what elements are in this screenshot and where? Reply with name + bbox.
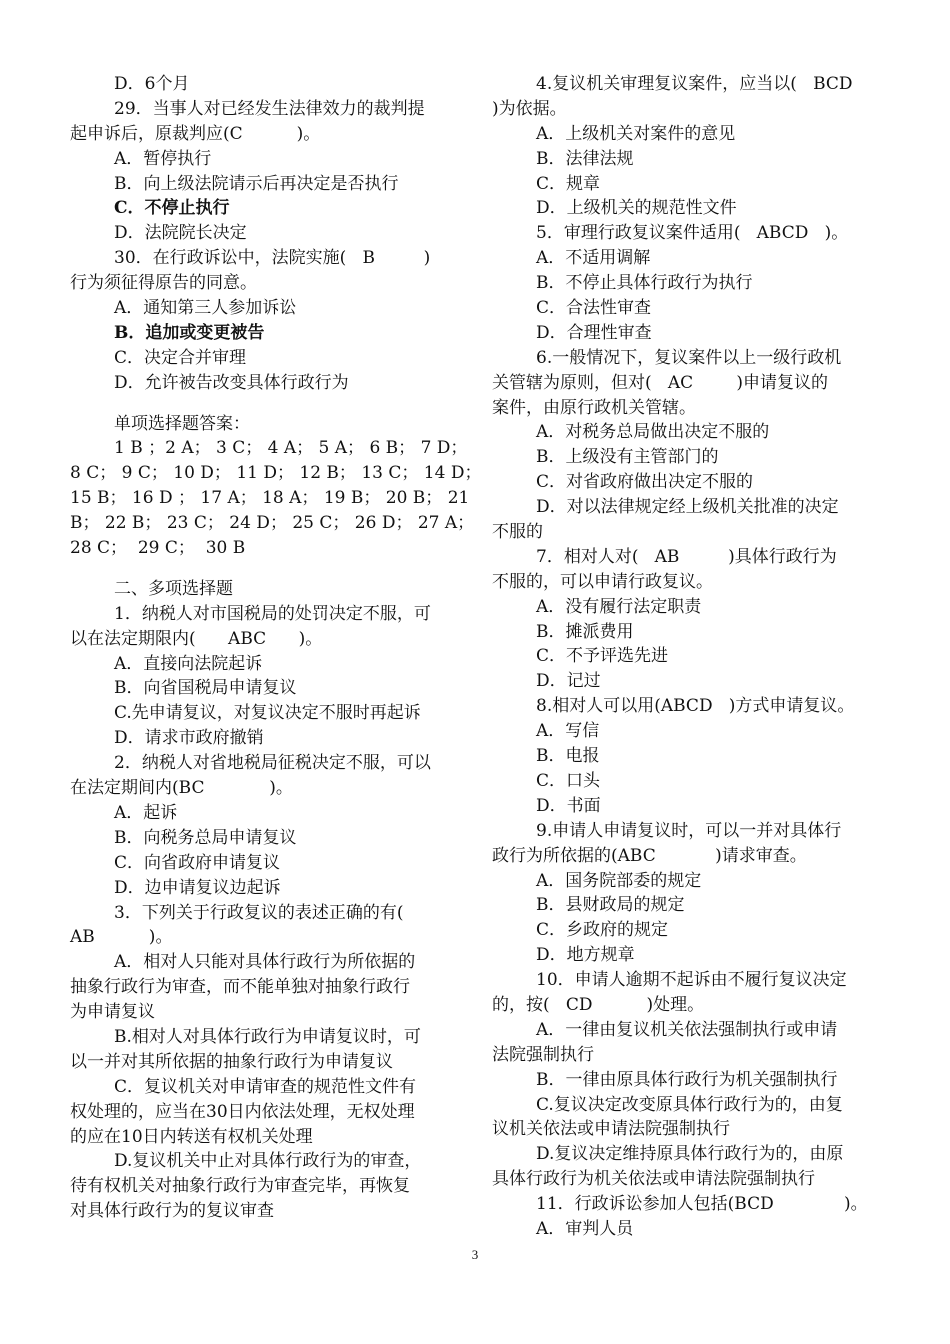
text-line: A．一律由复议机关依法强制执行或申请	[536, 1019, 838, 1040]
text-line: B.相对人对具体行政行为申请复议时，可	[114, 1026, 421, 1047]
text-line: C．不停止执行	[114, 198, 230, 219]
text-line: 6.一般情况下，复议案件以上一级行政机	[536, 347, 842, 368]
text-line: 4.复议机关审理复议案件，应当以( BCD	[536, 74, 853, 94]
text-line: A．对税务总局做出决定不服的	[536, 422, 770, 443]
text-line: 29．当事人对已经发生法律效力的裁判提	[114, 98, 425, 119]
text-line: 具体行政行为机关依法或申请法院强制执行	[492, 1169, 815, 1190]
text-line: D.复议机关中止对具体行政行为的审查，	[114, 1151, 422, 1172]
text-line: C．对省政府做出决定不服的	[536, 472, 754, 493]
right-column	[492, 72, 888, 1242]
text-line: AB )。	[70, 927, 173, 948]
text-line: 8.相对人可以用(ABCD )方式申请复议。	[536, 696, 855, 717]
text-line: A．直接向法院起诉	[114, 653, 263, 674]
text-line: 28 C； 29 C； 30 B	[70, 538, 246, 559]
text-line: C．复议机关对申请审查的规范性文件有	[114, 1076, 417, 1097]
text-line: 1 B ；2 A； 3 C； 4 A； 5 A； 6 B； 7 D；	[114, 438, 468, 459]
text-line: B．向省国税局申请复议	[114, 678, 297, 699]
text-line: D．上级机关的规范性文件	[536, 198, 737, 219]
text-line: B．一律由原具体行政行为机关强制执行	[536, 1069, 838, 1090]
text-line: 单项选择题答案：	[114, 413, 250, 434]
text-line: A．起诉	[114, 802, 178, 823]
text-line: B．县财政局的规定	[536, 895, 685, 916]
text-line: 不服的	[492, 522, 543, 543]
text-line: 15 B； 16 D ； 17 A； 18 A； 19 B； 20 B； 21	[70, 488, 470, 509]
text-line: 对具体行政行为的复议审查	[70, 1201, 274, 1222]
text-line: 的，按( CD )处理。	[492, 994, 705, 1015]
text-line: 10．申请人逾期不起诉由不履行复议决定	[536, 970, 847, 991]
text-line: 1．纳税人对市国税局的处罚决定不服，可	[114, 603, 431, 624]
text-line: B．摊派费用	[536, 621, 634, 642]
text-line: B．不停止具体行政行为执行	[536, 273, 753, 294]
text-line: A．写信	[536, 721, 600, 742]
text-line: D．地方规章	[536, 945, 635, 966]
text-line: A．相对人只能对具体行政行为所依据的	[114, 952, 416, 973]
text-line: D．记过	[536, 671, 601, 692]
text-line: C．乡政府的规定	[536, 920, 669, 941]
text-line: C．向省政府申请复议	[114, 852, 281, 873]
text-line: 不服的，可以申请行政复议。	[492, 571, 713, 592]
text-line: 议机关依法或申请法院强制执行	[492, 1119, 730, 1140]
text-line: 11．行政诉讼参加人包括(BCD )。	[536, 1194, 868, 1215]
text-line: 以一并对其所依据的抽象行政行为申请复议	[70, 1051, 393, 1072]
text-line: D．允许被告改变具体行政行为	[114, 372, 349, 393]
page-number: 3	[471, 1247, 479, 1262]
text-line: 5．审理行政复议案件适用( ABCD )。	[536, 223, 849, 244]
text-line: 3．下列关于行政复议的表述正确的有(	[114, 902, 404, 923]
text-line: D．边申请复议边起诉	[114, 877, 281, 898]
text-line: A．通知第三人参加诉讼	[114, 298, 297, 319]
text-line: D.复议决定维持原具体行政行为的，由原	[536, 1144, 844, 1165]
text-line: D．请求市政府撤销	[114, 728, 264, 749]
text-line: 权处理的，应当在30日内依法处理，无权处理	[70, 1101, 415, 1122]
text-line: 待有权机关对抽象行政行为审查完毕，再恢复	[70, 1176, 410, 1197]
text-line: A．不适用调解	[536, 248, 651, 269]
text-line: 8 C； 9 C； 10 D； 11 D； 12 B； 13 C； 14 D；	[70, 463, 482, 484]
text-line: C．合法性审查	[536, 298, 652, 319]
text-line: A．上级机关对案件的意见	[536, 123, 736, 144]
text-line: D．法院院长决定	[114, 223, 247, 244]
text-line: A．没有履行法定职责	[536, 596, 702, 617]
text-line: B．向上级法院请示后再决定是否执行	[114, 173, 399, 194]
text-line: C.先申请复议，对复议决定不服时再起诉	[114, 703, 421, 724]
blank-spacer	[70, 396, 470, 412]
text-line: )为依据。	[492, 98, 567, 119]
text-line: 法院强制执行	[492, 1044, 594, 1065]
text-line: C．规章	[536, 173, 601, 194]
text-line: B．向税务总局申请复议	[114, 827, 297, 848]
text-line: A．暂停执行	[114, 148, 212, 169]
text-line: B．电报	[536, 746, 600, 767]
text-line: 为申请复议	[70, 1002, 155, 1023]
text-line: 在法定期间内(BC )。	[70, 778, 293, 799]
text-line: 案件，由原行政机关管辖。	[492, 397, 696, 418]
text-line: D．书面	[536, 795, 601, 816]
text-line: 二、多项选择题	[114, 578, 233, 599]
text-line: 9.申请人申请复议时，可以一并对具体行	[536, 820, 842, 841]
text-line: C．决定合并审理	[114, 347, 247, 368]
text-line: 起申诉后，原裁判应(C )。	[70, 123, 321, 144]
text-line: B．追加或变更被告	[114, 322, 265, 343]
left-column	[70, 72, 482, 1224]
text-line: 行为须征得原告的同意。	[70, 273, 257, 294]
text-line: C.复议决定改变原具体行政行为的，由复	[536, 1094, 843, 1115]
text-line: 7．相对人对( AB )具体行政行为	[536, 546, 837, 567]
text-line: 30．在行政诉讼中，法院实施( B )	[114, 248, 431, 269]
text-line: 以在法定期限内( ABC )。	[70, 628, 323, 649]
text-line: 关管辖为原则，但对( AC )申请复议的	[492, 372, 828, 393]
text-line: A．审判人员	[536, 1218, 634, 1239]
text-line: C．不予评选先进	[536, 646, 669, 667]
text-line: 政行为所依据的(ABC )请求审查。	[492, 845, 807, 866]
text-line: B．上级没有主管部门的	[536, 447, 719, 468]
text-line: D．合理性审查	[536, 322, 652, 343]
blank-spacer	[70, 561, 470, 577]
text-line: A．国务院部委的规定	[536, 870, 702, 891]
text-line: 的应在10日内转送有权机关处理	[70, 1126, 313, 1147]
text-line: B．法律法规	[536, 148, 634, 169]
text-line: D．6个月	[114, 74, 190, 94]
text-line: 2．纳税人对省地税局征税决定不服，可以	[114, 753, 431, 774]
text-line: B； 22 B； 23 C； 24 D； 25 C； 26 D； 27 A；	[70, 513, 475, 534]
text-line: C．口头	[536, 770, 601, 791]
text-line: 抽象行政行为审查，而不能单独对抽象行政行	[70, 977, 410, 998]
text-line: D．对以法律规定经上级机关批准的决定	[536, 497, 839, 518]
